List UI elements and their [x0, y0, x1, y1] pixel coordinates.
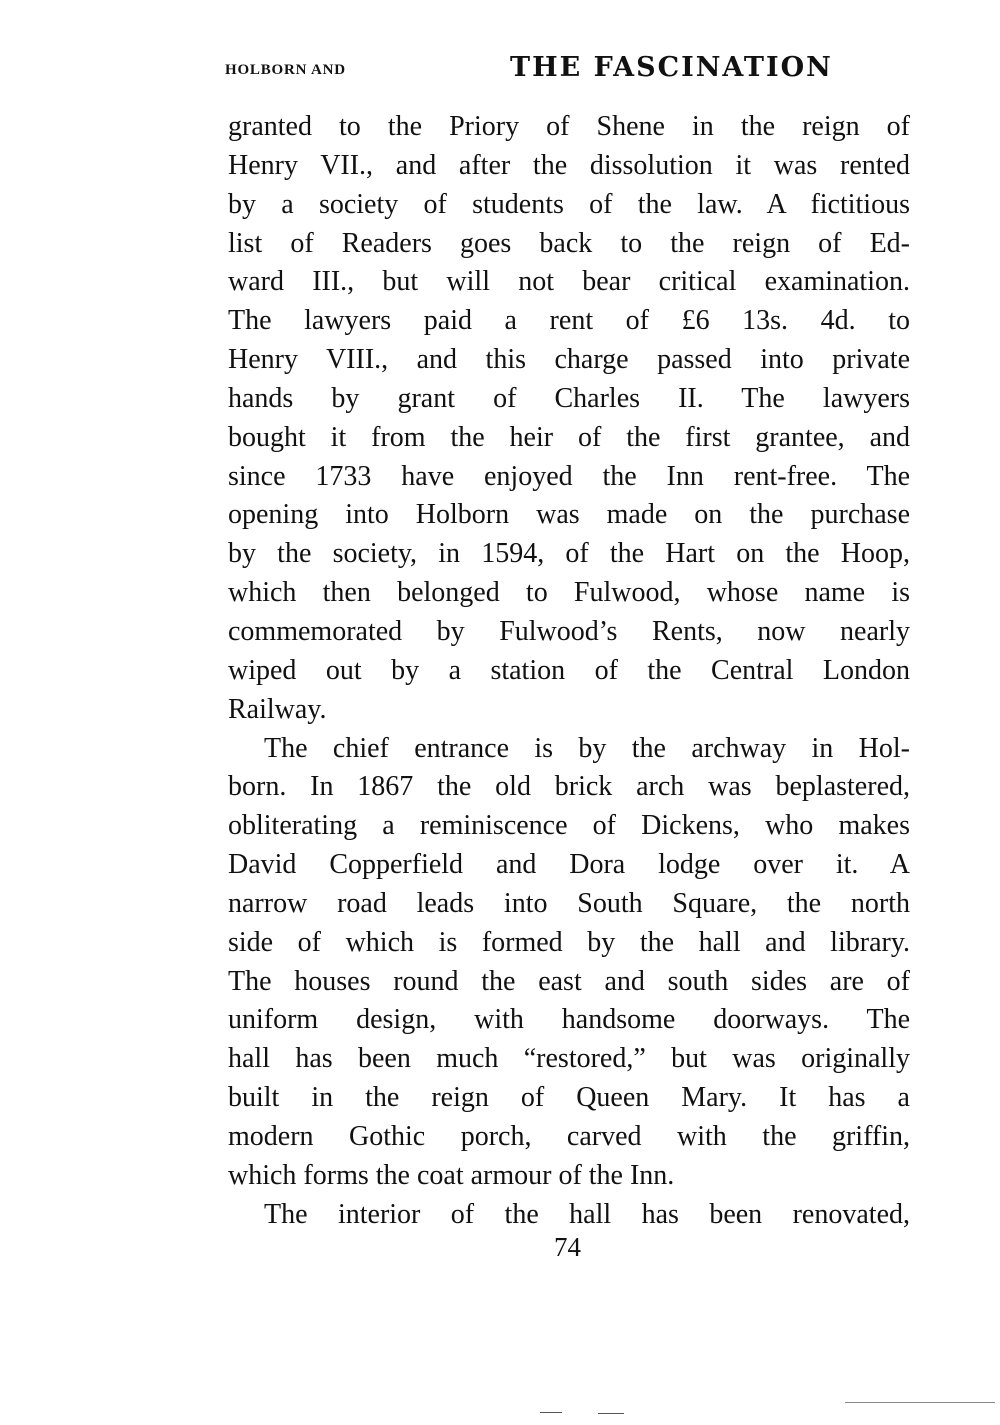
text-line: Railway.: [228, 693, 327, 725]
text-line: obliterating a reminiscence of Dickens, who makes: [228, 810, 910, 842]
text-line: The chief entrance is by the archway in Hol-: [264, 732, 910, 764]
text-line: ward III., but will not bear critical examination.: [228, 266, 910, 298]
text-line: born. In 1867 the old brick arch was beplastered,: [228, 771, 910, 803]
running-head-left: HOLBORN AND: [225, 62, 346, 78]
paragraph-3: [228, 1196, 910, 1235]
text-line: uniform design, with handsome doorways. The: [228, 1004, 910, 1036]
text-line: modern Gothic porch, carved with the griffin,: [228, 1120, 910, 1152]
text-line: since 1733 have enjoyed the Inn rent-free. The: [228, 460, 910, 492]
running-head-title: THE FASCINATION: [510, 52, 833, 83]
text-line: commemorated by Fulwood’s Rents, now nearly: [228, 615, 910, 647]
text-line: David Copperfield and Dora lodge over it. A: [228, 849, 910, 881]
text-line: opening into Holborn was made on the purchase: [228, 499, 910, 531]
text-line: by the society, in 1594, of the Hart on the Hoop,: [228, 538, 910, 570]
paragraph-2: [228, 730, 910, 1196]
scan-mark: [845, 1402, 995, 1403]
text-line: Henry VII., and after the dissolution it was rented: [228, 149, 910, 181]
page-body: [228, 108, 910, 1234]
running-header: [225, 52, 865, 92]
text-line: granted to the Priory of Shene in the reign of: [228, 111, 910, 142]
text-line: narrow road leads into South Square, the north: [228, 887, 910, 919]
text-line: which then belonged to Fulwood, whose name is: [228, 577, 910, 609]
text-line: bought it from the heir of the first grantee, and: [228, 421, 910, 453]
text-line: The interior of the hall has been renovated,: [264, 1198, 910, 1230]
text-line: hands by grant of Charles II. The lawyers: [228, 382, 910, 414]
text-line: wiped out by a station of the Central London: [228, 654, 910, 686]
text-line: by a society of students of the law. A fictitious: [228, 188, 910, 220]
text-line: list of Readers goes back to the reign of Ed-: [228, 227, 910, 259]
page-number: 74: [554, 1232, 581, 1262]
text-line: Henry VIII., and this charge passed into private: [228, 344, 910, 376]
text-line: built in the reign of Queen Mary. It has a: [228, 1082, 910, 1114]
text-line: The lawyers paid a rent of £6 13s. 4d. to: [228, 305, 910, 337]
scan-mark: [598, 1413, 624, 1414]
text-line: which forms the coat armour of the Inn.: [228, 1159, 675, 1191]
paragraph-1: [228, 108, 910, 730]
scan-mark: [540, 1412, 562, 1413]
text-line: hall has been much “restored,” but was originally: [228, 1043, 910, 1075]
text-line: The houses round the east and south sides are of: [228, 965, 910, 997]
text-line: side of which is formed by the hall and library.: [228, 926, 910, 958]
